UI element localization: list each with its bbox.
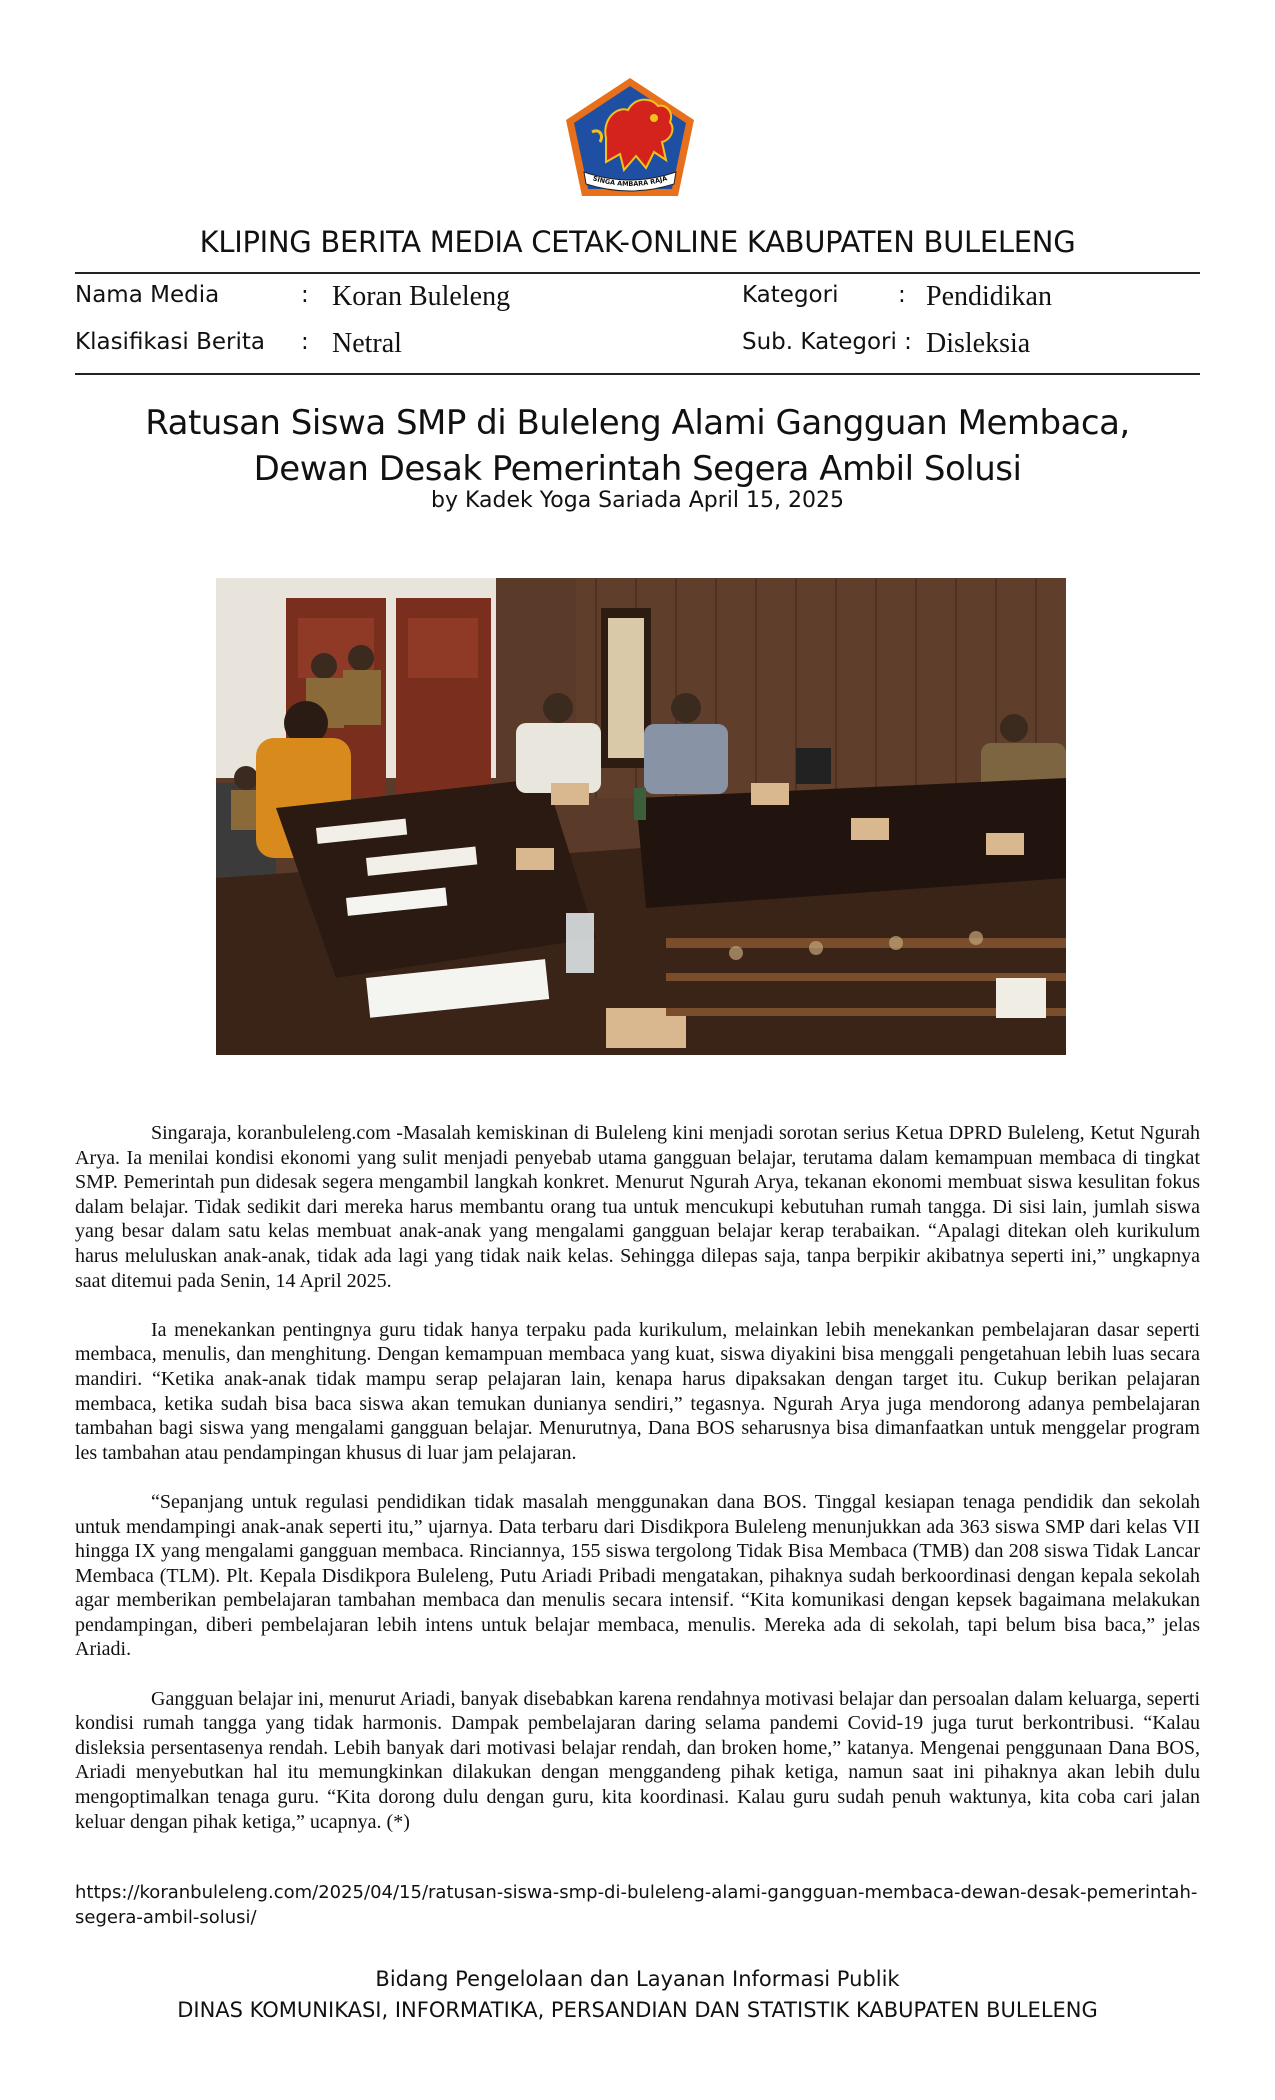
- article-title-line-1: Ratusan Siswa SMP di Buleleng Alami Gangguan Membaca,: [145, 403, 1130, 443]
- category-colon: :: [898, 282, 906, 308]
- regency-crest-logo: [562, 76, 698, 200]
- header-divider-bottom: [75, 373, 1200, 375]
- category-label: Kategori: [742, 282, 839, 308]
- article-title: [75, 400, 1200, 492]
- article-paragraph-1: Singaraja, koranbuleleng.com -Masalah kemiskinan di Buleleng kini menjadi sorotan serius Ketua DPRD Buleleng, Ketut Ngurah Arya. Ia menilai kondisi ekonomi yang sulit menjadi penyebab utama gangguan belajar, terutama dalam kemampuan membaca di tingkat SMP. Pemerintah pun didesak segera mengambil langkah konkret. Menurut Ngurah Arya, tekanan ekonomi membuat siswa kesulitan fokus dalam belajar. Tidak sedikit dari mereka harus membantu orang tua untuk mencukupi kebutuhan rumah tangga. Di sisi lain, jumlah siswa yang besar dalam satu kelas membuat anak-anak yang mengalami gangguan belajar kerap terabaikan. “Apalagi ditekan oleh kurikulum harus meluluskan anak-anak, tidak ada lagi yang tidak naik kelas. Sehingga dilepas saja, tanpa berpikir akibatnya seperti ini,” ungkapnya saat ditemui pada Senin, 14 April 2025.: [75, 1122, 1200, 1292]
- article-byline: by Kadek Yoga Sariada April 15, 2025: [431, 488, 844, 513]
- source-url-link[interactable]: https://koranbuleleng.com/2025/04/15/ratusan-siswa-smp-di-buleleng-alami-gangguan-membaca-dewan-desak-pemerintah-segera-ambil-solusi/: [75, 1882, 1198, 1928]
- article-paragraph-2: Ia menekankan pentingnya guru tidak hanya terpaku pada kurikulum, melainkan lebih menekankan pembelajaran dasar seperti membaca, menulis, dan menghitung. Dengan kemampuan membaca yang kuat, siswa diyakini bisa menggali pengetahuan lebih luas secara mandiri. “Ketika anak-anak tidak mampu serap pelajaran lain, kenapa harus dipaksakan dengan target itu. Cukup berikan pelajaran membaca, ketika sudah bisa baca siswa akan temukan dunianya sendiri,” tegasnya. Ngurah Arya juga mendorong adanya pembelajaran tambahan bagi siswa yang mengalami gangguan belajar. Menurutnya, Dana BOS seharusnya bisa dimanfaatkan untuk menggelar program les tambahan atau pendampingan khusus di luar jam pelajaran.: [75, 1318, 1200, 1464]
- media-name-value: Koran Buleleng: [332, 281, 511, 312]
- article-title-line-2: Dewan Desak Pemerintah Segera Ambil Solusi: [253, 449, 1022, 489]
- media-name-label: Nama Media: [75, 282, 220, 308]
- subcategory-value: Disleksia: [926, 328, 1031, 359]
- article-paragraph-4: Gangguan belajar ini, menurut Ariadi, banyak disebabkan karena rendahnya motivasi belajar dan persoalan dalam keluarga, seperti kondisi rumah tangga yang tidak harmonis. Dampak pembelajaran daring selama pandemi Covid-19 juga turut berkontribusi. “Kalau disleksia persentasenya rendah. Lebih banyak dari motivasi belajar rendah, dan broken home,” katanya. Mengenai penggunaan Dana BOS, Ariadi menyebutkan hal itu memungkinkan dilakukan dengan menggandeng pihak ketiga, namun saat ini pihaknya akan lebih dulu mengoptimalkan tenaga guru. “Kita dorong dulu dengan guru, kita koordinasi. Kalau guru sudah penuh waktunya, kita coba cari jalan keluar dengan pihak ketiga,” ucapnya. (*): [75, 1687, 1200, 1833]
- header-title: KLIPING BERITA MEDIA CETAK-ONLINE KABUPATEN BULELENG: [199, 225, 1076, 259]
- classification-value: Netral: [332, 328, 402, 359]
- logo-band-text: SINGA AMBARA RAJA: [591, 174, 669, 189]
- classification-colon: :: [301, 329, 309, 355]
- article-paragraph-3: “Sepanjang untuk regulasi pendidikan tidak masalah menggunakan dana BOS. Tinggal kesiapan tenaga pendidik dan sekolah untuk mendampingi anak-anak seperti itu,” ujarnya. Data terbaru dari Disdikpora Buleleng menunjukkan ada 363 siswa SMP dari kelas VII hingga IX yang mengalami gangguan membaca. Rinciannya, 155 siswa tergolong Tidak Bisa Membaca (TMB) dan 208 siswa Tidak Lancar Membaca (TLM). Plt. Kepala Disdikpora Buleleng, Putu Ariadi Pribadi mengatakan, pihaknya sudah berkoordinasi dengan kepala sekolah agar memberikan pembelajaran tambahan membaca dan menulis secara intensif. “Kita komunikasi dengan kepsek bagaimana melakukan pendampingan, diberi pembelajaran lebih intens untuk belajar membaca, menulis. Mereka ada di sekolah, tapi belum bisa baca,” jelas Ariadi.: [75, 1490, 1200, 1661]
- footer-department: Bidang Pengelolaan dan Layanan Informasi Publik: [375, 1967, 900, 1991]
- category-value: Pendidikan: [926, 281, 1052, 312]
- article-photo: [216, 578, 1066, 1055]
- classification-label: Klasifikasi Berita: [75, 329, 266, 355]
- header-divider-top: [75, 272, 1200, 274]
- media-name-colon: :: [301, 282, 309, 308]
- article-body: [75, 1121, 1200, 1859]
- footer-agency: DINAS KOMUNIKASI, INFORMATIKA, PERSANDIAN DAN STATISTIK KABUPATEN BULELENG: [177, 1998, 1098, 2022]
- subcategory-label: Sub. Kategori :: [742, 329, 912, 355]
